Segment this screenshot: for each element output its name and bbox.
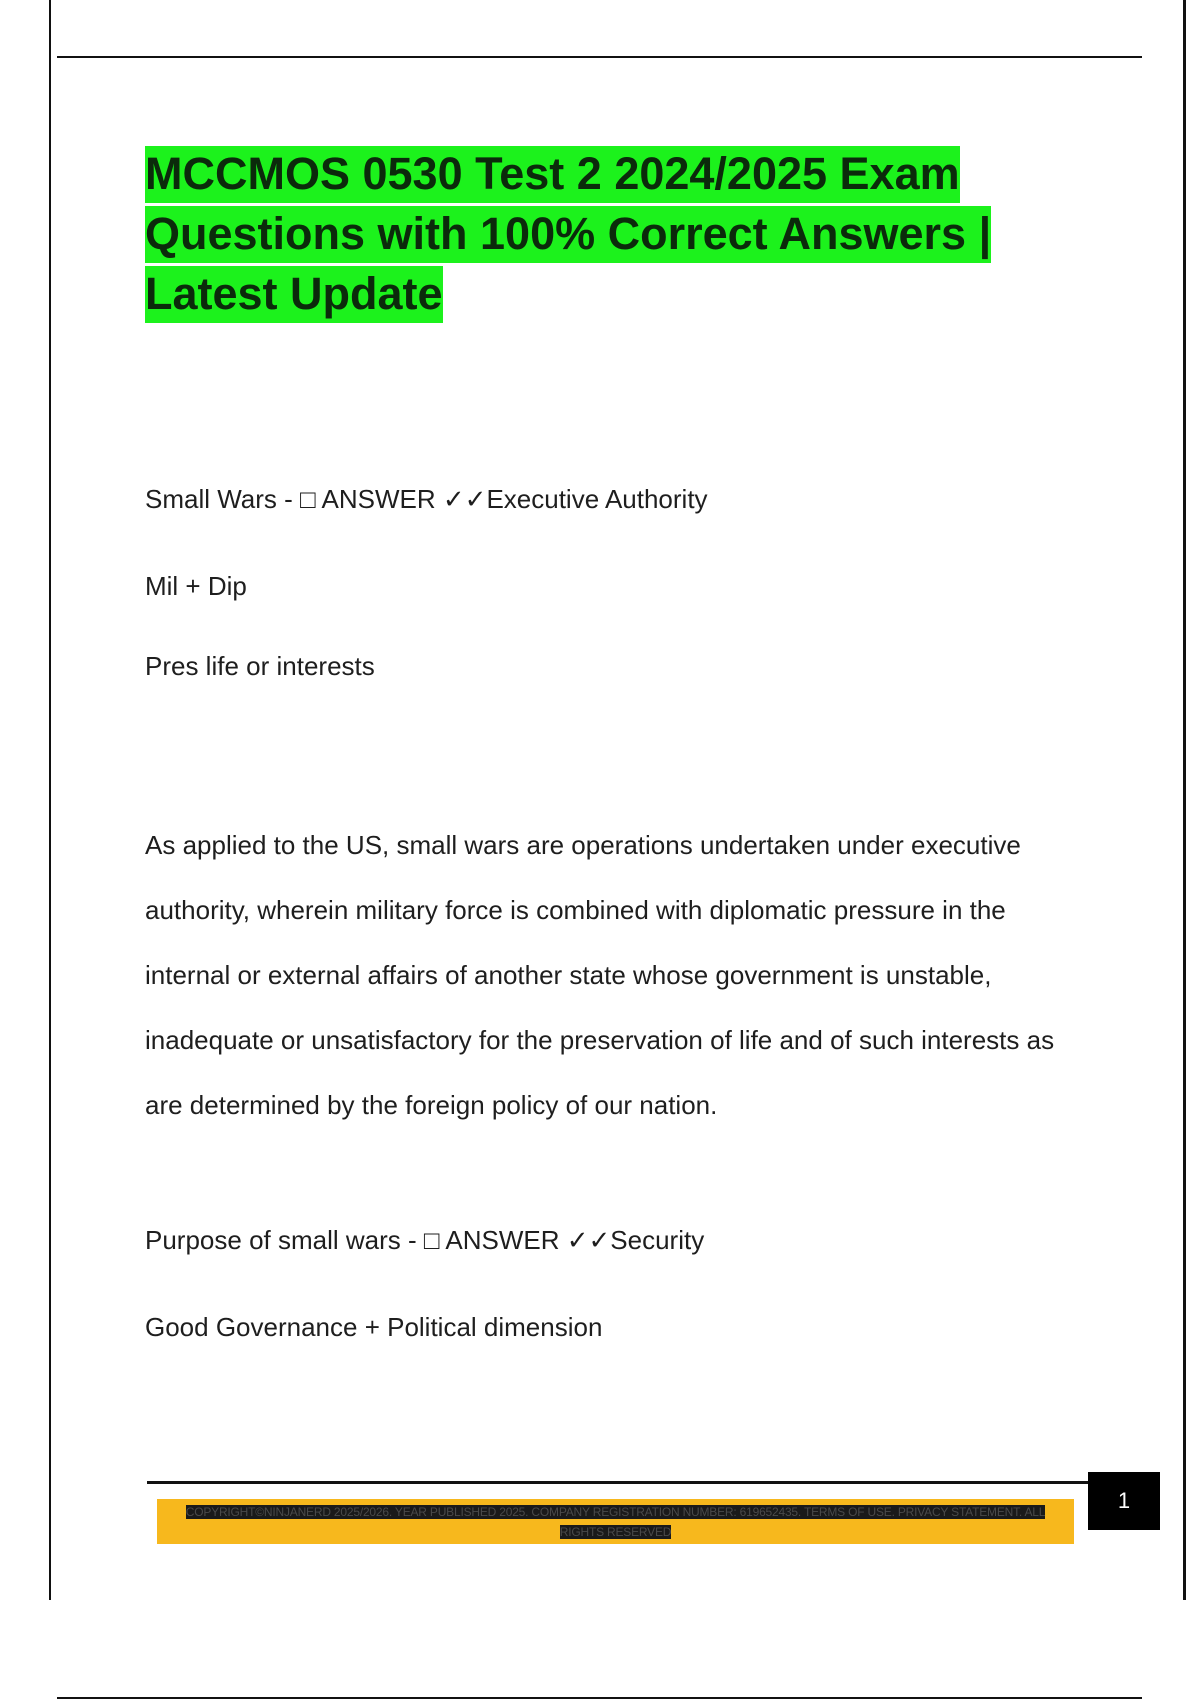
header-rule [57, 56, 1142, 58]
answer-line-pres-life: Pres life or interests [145, 651, 375, 681]
question-purpose-small-wars: Purpose of small wars - □ ANSWER ✓✓Security [145, 1225, 705, 1255]
page-number: 1 [1088, 1472, 1160, 1530]
answer-line-mil-dip: Mil + Dip [145, 571, 247, 601]
page-border-left [49, 0, 51, 1600]
page-border-right [1183, 0, 1186, 1600]
footer-copyright [173, 1502, 1058, 1542]
answer-line-good-governance: Good Governance + Political dimension [145, 1312, 603, 1342]
footer-rule [147, 1481, 1090, 1484]
small-wars-definition-paragraph: As applied to the US, small wars are operations undertaken under executive authority, wherein military force is combined with diplomatic pressure in the internal or external affairs of another state whose government is unstable, inadequate or unsatisfactory for the preservation of life and of such interests as are determined by the foreign policy of our nation. [145, 830, 1055, 1120]
footer-copyright-text: COPYRIGHT©NINJANERD 2025/2026. YEAR PUBLISHED 2025. COMPANY REGISTRATION NUMBER: 619652435. TERMS OF USE. PRIVACY STATEMENT. ALL RIGHTS RESERVED [185, 1504, 1046, 1539]
question-small-wars: Small Wars - □ ANSWER ✓✓Executive Authority [145, 484, 708, 514]
next-page-rule [57, 1697, 1142, 1699]
document-title-text: MCCMOS 0530 Test 2 2024/2025 Exam Questions with 100% Correct Answers | Latest Update [145, 146, 991, 323]
document-title [145, 144, 1105, 324]
footer-copyright-band [157, 1499, 1074, 1544]
